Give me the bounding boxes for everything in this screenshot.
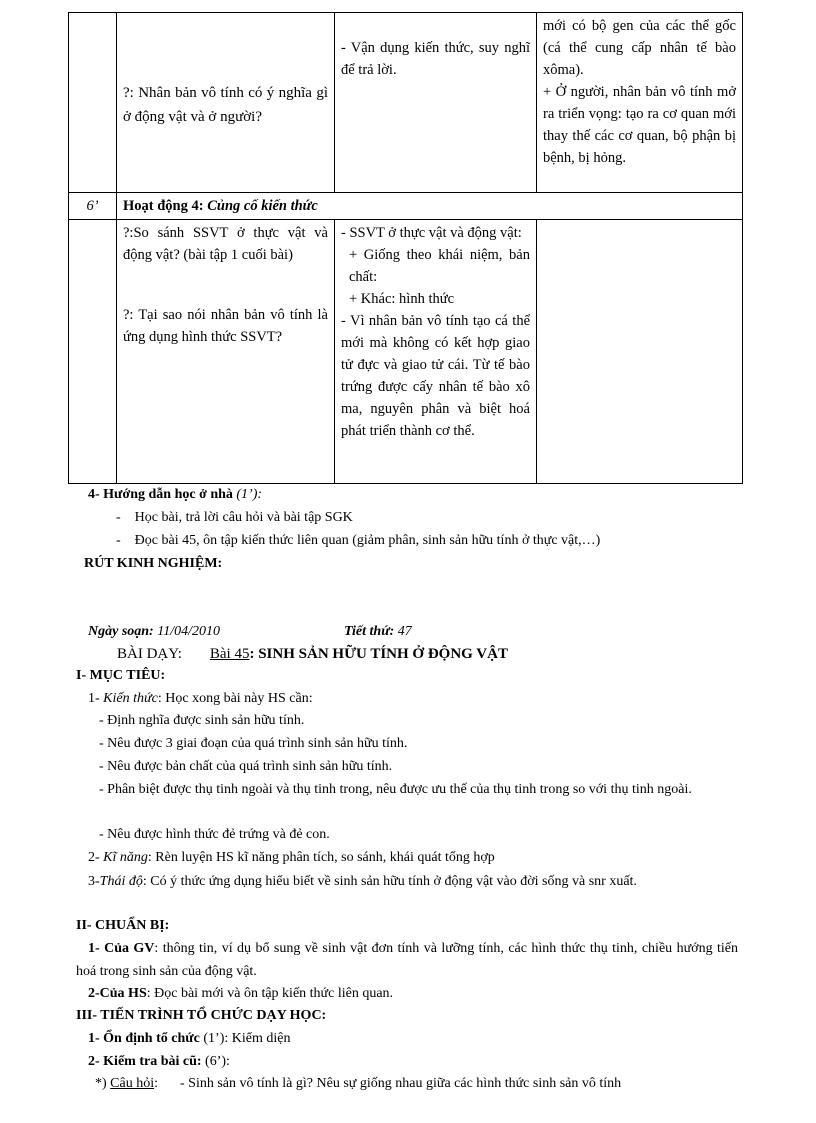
homework-heading-text: 4- Hướng dẫn học ở nhà [88,487,237,502]
student-answer-3: + Khác: hình thức [349,291,455,307]
question-text: - Sinh sản vô tính là gì? Nêu sự giống nhau giữa các hình thức sinh sản vô tính [180,1076,622,1091]
content-text-2: + Ở người, nhân bản vô tính mở ra triển vọng: tạo ra cơ quan mới thay thế các cơ quan, bộ phận bị bệnh, bị hỏng. [543,84,736,166]
lesson-number: Bài 45 [209,646,250,662]
homework-heading [88,484,262,506]
teacher-cell [117,220,335,484]
activity-cell [117,193,743,220]
list-item [116,507,353,529]
teacher-cell [117,13,335,193]
homework-heading-time: (1’): [236,487,263,502]
prep-heading: II- CHUẨN BỊ: [76,918,170,933]
process-step-2-label: 2- Kiểm tra bài cũ: [88,1054,206,1069]
teacher-question: ?: Nhân bản vô tính có ý nghĩa gì ở động vật và ở người? [123,84,328,125]
process-step-2-text: (6’): [205,1054,230,1069]
question-label: Câu hỏi [110,1076,155,1091]
period-label: Tiết thứ: [344,624,395,639]
table-row [69,220,743,484]
period-line [344,621,412,643]
homework-item-2: Đọc bài 45, ôn tập kiến thức liên quan (giảm phân, sinh sản hữu tính ở thực vật,…) [134,533,601,548]
student-cell [335,13,537,193]
question-prefix: *) [95,1076,111,1091]
student-answer: - Vận dụng kiến thức, suy nghĩ để trả lời. [341,40,530,78]
activity-name: Củng cố kiến thức [207,198,318,214]
date-line [88,621,220,643]
content-cell [537,13,743,193]
hs-line [88,983,393,1005]
lesson-title-line [117,643,508,665]
student-answer-1: - SSVT ở thực vật và động vật: [341,225,522,241]
time-cell [69,220,117,484]
process-step-1-text: (1’): Kiểm diện [203,1031,291,1046]
knowledge-item-1: - Định nghĩa được sinh sản hữu tính. [99,713,305,728]
knowledge-item-5: - Nêu được hình thức đẻ trứng và đẻ con. [99,827,330,842]
hs-label: 2-Của HS [88,986,147,1001]
gv-text: : thông tin, ví dụ bổ sung về sinh vật đơn tính và lưỡng tính, các hình thức thụ tinh, chiều hướng tiến hoá trong sinh sản của động vật. [76,941,738,979]
process-heading: III- TIẾN TRÌNH TỔ CHỨC DẠY HỌC: [76,1008,327,1023]
teacher-question-2: ?: Tại sao nói nhân bản vô tính là ứng dụng hình thức SSVT? [123,307,328,345]
skill-label: Kĩ năng [103,850,148,865]
knowledge-text: : Học xong bài này HS cần: [157,691,313,706]
date-value: 11/04/2010 [153,624,220,639]
attitude-line [88,870,738,893]
time-cell [69,13,117,193]
experience-heading: RÚT KINH NGHIỆM: [84,556,223,571]
teach-label: BÀI DẠY: [117,646,182,662]
bullet-icon: - [116,510,121,525]
knowledge-number: 1- [88,691,104,706]
teacher-question-1: ?:So sánh SSVT ở thực vật và động vật? (bài tập 1 cuối bài) [123,225,328,263]
bullet-icon: - [116,533,121,548]
skill-line [88,847,495,869]
gv-label: 1- Của GV [88,941,155,956]
question-line [95,1073,621,1095]
content-cell [537,220,743,484]
period-value: 47 [394,624,412,639]
attitude-label: Thái độ [99,874,143,889]
list-item [116,530,600,552]
student-answer-2: + Giống theo khái niệm, bản chất: [349,247,530,285]
attitude-number: 3- [88,874,100,889]
student-cell [335,220,537,484]
skill-number: 2- [88,850,104,865]
attitude-text: : Có ý thức ứng dụng hiểu biết về sinh sản hữu tính ở động vật vào đời sống và snr xuất. [142,874,637,889]
time-cell: 6’ [69,193,117,220]
question-colon: : [154,1076,159,1091]
table-row [69,193,743,220]
student-answer-4: - Vì nhân bản vô tính tạo cá thể mới mà không có kết hợp giao tử đực và giao tử cái. Từ tế bào trứng được cấy nhân tế bào xô ma, nguyên phân và biệt hoá phát triển thành cơ thể. [341,313,530,439]
process-step-1-label: 1- Ổn định tổ chức [88,1031,204,1046]
lesson-title: : SINH SẢN HỮU TÍNH Ở ĐỘNG VẬT [249,646,508,662]
gv-line [76,937,738,983]
knowledge-line [88,688,313,710]
process-step-1 [88,1028,290,1050]
objectives-heading: I- MỤC TIÊU: [76,668,166,683]
content-text-1: mới có bộ gen của các thể gốc (cá thể cung cấp nhân tế bào xôma). [543,18,736,78]
process-step-2 [88,1051,230,1073]
date-label: Ngày soạn: [88,624,154,639]
knowledge-label: Kiến thức [103,691,158,706]
lesson-table [68,12,743,484]
knowledge-item-4: - Phân biệt được thụ tinh ngoài và thụ tinh trong, nêu được ưu thế của thụ tinh trong so với thụ tinh ngoài. [99,782,692,797]
table-row [69,13,743,193]
knowledge-item-2: - Nêu được 3 giai đoạn của quá trình sinh sản hữu tính. [99,736,408,751]
skill-text: : Rèn luyện HS kĩ năng phân tích, so sánh, khái quát tổng hợp [147,850,495,865]
homework-item-1: Học bài, trả lời câu hỏi và bài tập SGK [134,510,353,525]
activity-label: Hoạt động 4: [123,198,208,214]
knowledge-item-3: - Nêu được bản chất của quá trình sinh sản hữu tính. [99,759,393,774]
hs-text: : Đọc bài mới và ôn tập kiến thức liên quan. [146,986,394,1001]
